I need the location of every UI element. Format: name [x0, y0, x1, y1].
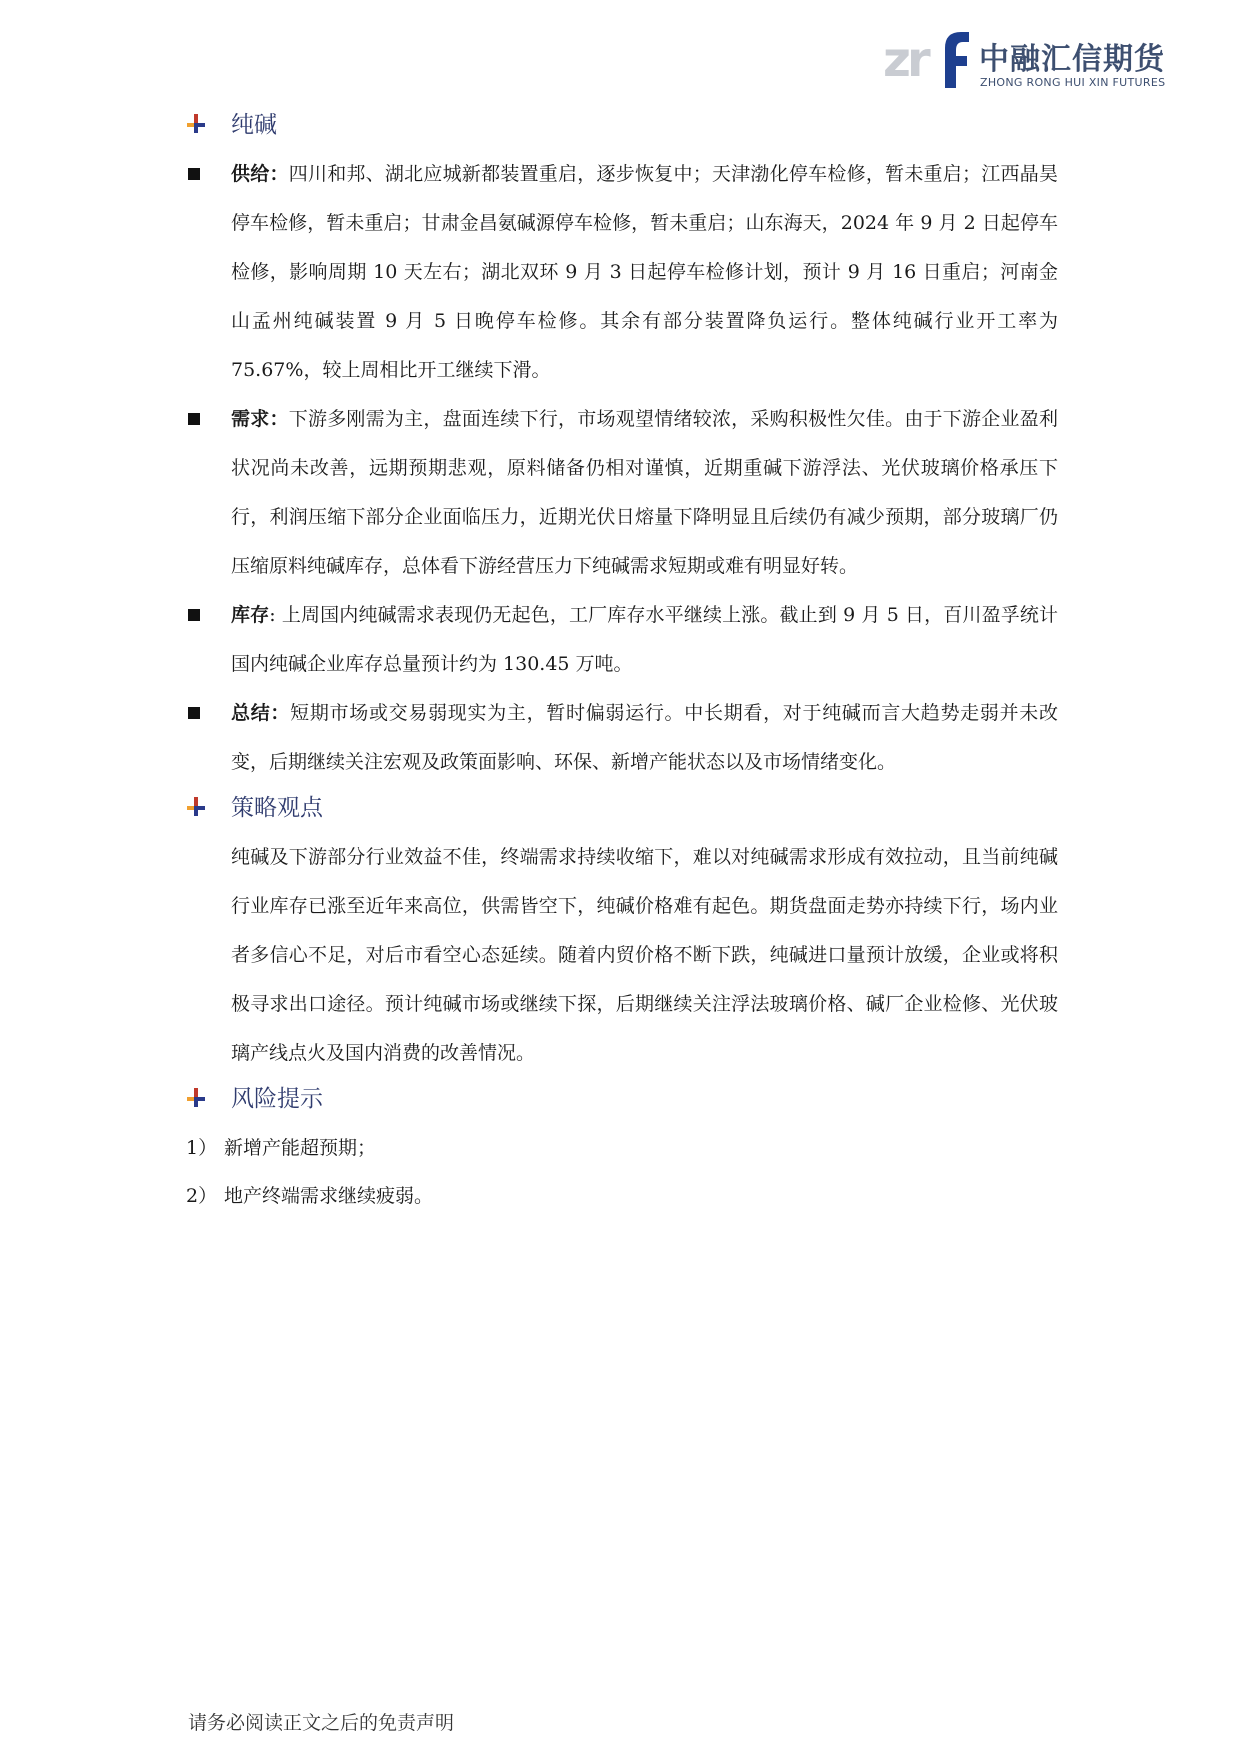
risk-item-number: 1） — [186, 1137, 218, 1159]
risk-item-text: 地产终端需求继续疲弱。 — [224, 1185, 434, 1207]
bullet-lead: 需求： — [231, 408, 289, 430]
section-marker-icon — [186, 797, 206, 817]
square-bullet-icon — [188, 609, 200, 621]
risk-item-number: 2） — [186, 1185, 218, 1207]
section-title: 策略观点 — [231, 795, 323, 821]
risk-item — [186, 1124, 1058, 1172]
bullet-supply — [186, 150, 1058, 395]
company-logo — [883, 26, 1173, 96]
svg-text:zr: zr — [883, 32, 927, 88]
bullet-text: : 上周国内纯碱需求表现仍无起色，工厂库存水平继续上涨。截止到 9 月 5 日，百川盈孚统计国内纯碱企业库存总量预计约为 130.45 万吨。 — [231, 604, 1058, 675]
risk-item-text: 新增产能超预期； — [224, 1137, 377, 1159]
bullet-text: 下游多刚需为主，盘面连续下行，市场观望情绪较浓，采购积极性欠佳。由于下游企业盈利状况尚未改善，远期预期悲观，原料储备仍相对谨慎，近期重碱下游浮法、光伏玻璃价格承压下行，利润压缩下部分企业面临压力，近期光伏日熔量下降明显且后续仍有减少预期，部分玻璃厂仍压缩原料纯碱库存，总体看下游经营压力下纯碱需求短期或难有明显好转。 — [231, 408, 1058, 577]
zrf-logo-icon — [883, 26, 973, 92]
section-marker-icon — [186, 1088, 206, 1108]
bullet-text: 四川和邦、湖北应城新都装置重启，逐步恢复中；天津渤化停车检修，暂未重启；江西晶昊停车检修，暂未重启；甘肃金昌氨碱源停车检修，暂未重启；山东海天，2024 年 9 月 2 日起停车检修，影响周期 10 天左右；湖北双环 9 月 3 日起停车检修计划，预计 9 月 16 日重启；河南金山孟州纯碱装置 9 月 5 日晚停车检修。其余有部分装置降负运行。整体纯碱行业开工率为 75.67%，较上周相比开工继续下滑。 — [231, 163, 1058, 381]
report-content — [186, 104, 1058, 1220]
section-heading-risk — [186, 1078, 1058, 1120]
footer-disclaimer: 请务必阅读正文之后的免责声明 — [188, 1712, 455, 1734]
square-bullet-icon — [188, 168, 200, 180]
strategy-paragraph: 纯碱及下游部分行业效益不佳，终端需求持续收缩下，难以对纯碱需求形成有效拉动，且当前纯碱行业库存已涨至近年来高位，供需皆空下，纯碱价格难有起色。期货盘面走势亦持续下行，场内业者多信心不足，对后市看空心态延续。随着内贸价格不断下跌，纯碱进口量预计放缓，企业或将积极寻求出口途径。预计纯碱市场或继续下探，后期继续关注浮法玻璃价格、碱厂企业检修、光伏玻璃产线点火及国内消费的改善情况。 — [231, 846, 1058, 1064]
section-marker-icon — [186, 114, 206, 134]
section-heading-strategy — [186, 787, 1058, 829]
brand-name-cn: 中融汇信期货 — [979, 42, 1165, 77]
risk-item — [186, 1172, 1058, 1220]
section-heading-soda-ash — [186, 104, 1058, 146]
bullet-demand — [186, 395, 1058, 591]
bullet-lead: 供给： — [231, 163, 289, 185]
section-title: 风险提示 — [231, 1086, 323, 1112]
square-bullet-icon — [188, 707, 200, 719]
brand-name-en: ZHONG RONG HUI XIN FUTURES — [980, 76, 1166, 89]
bullet-lead: 总结： — [231, 702, 291, 724]
bullet-text: 短期市场或交易弱现实为主，暂时偏弱运行。中长期看，对于纯碱而言大趋势走弱并未改变，后期继续关注宏观及政策面影响、环保、新增产能状态以及市场情绪变化。 — [231, 702, 1058, 773]
bullet-inventory — [186, 591, 1058, 689]
bullet-summary — [186, 689, 1058, 787]
square-bullet-icon — [188, 413, 200, 425]
section-title: 纯碱 — [231, 112, 277, 138]
bullet-lead: 库存 — [231, 604, 270, 626]
